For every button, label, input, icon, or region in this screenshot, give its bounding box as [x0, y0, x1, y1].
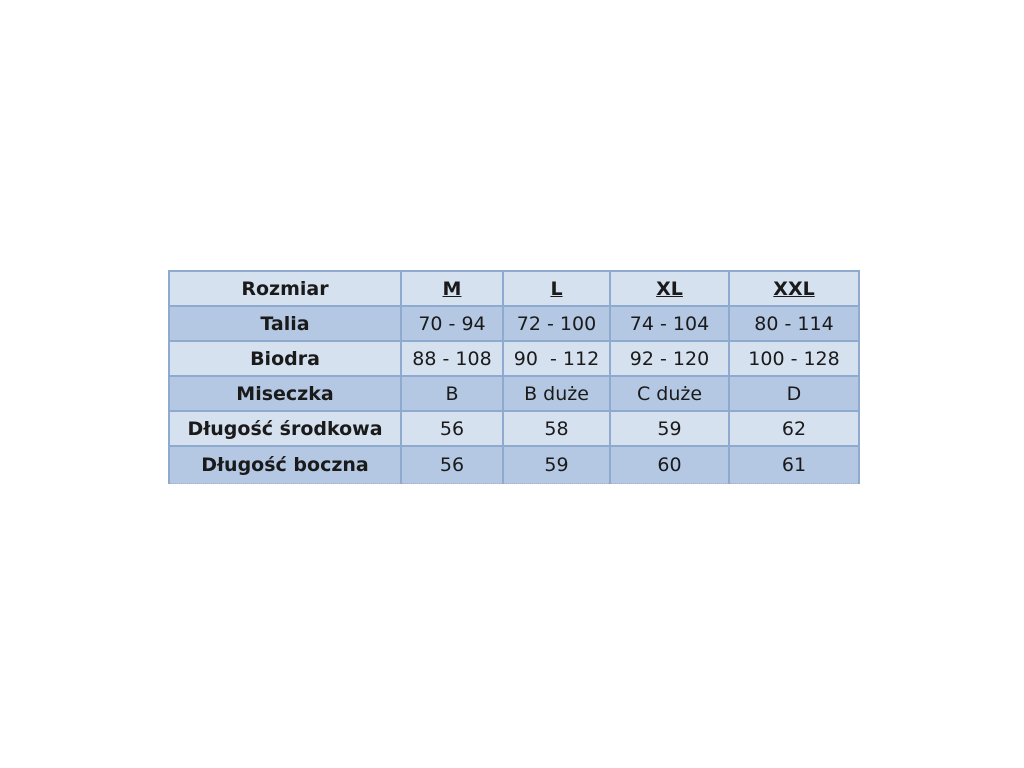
table-cell: D: [729, 376, 859, 411]
size-header-xxl: XXL: [729, 271, 859, 306]
table-cell: 70 - 94: [401, 306, 503, 341]
row-label: Miseczka: [169, 376, 401, 411]
table-cell: 61: [729, 446, 859, 484]
row-label: Biodra: [169, 341, 401, 376]
table-cell: B: [401, 376, 503, 411]
table-cell: 56: [401, 411, 503, 446]
table-cell: 80 - 114: [729, 306, 859, 341]
header-label: Rozmiar: [169, 271, 401, 306]
row-label: Długość środkowa: [169, 411, 401, 446]
table-cell: 74 - 104: [610, 306, 729, 341]
table-cell: 100 - 128: [729, 341, 859, 376]
table-cell: 72 - 100: [503, 306, 610, 341]
table-cell: 58: [503, 411, 610, 446]
table-cell: 60: [610, 446, 729, 484]
size-header-m: M: [401, 271, 503, 306]
table-cell: 92 - 120: [610, 341, 729, 376]
table-row-dlugosc-boczna: [169, 446, 859, 484]
table-cell: 88 - 108: [401, 341, 503, 376]
size-chart-table: [168, 270, 860, 484]
table-cell: C duże: [610, 376, 729, 411]
table-cell: B duże: [503, 376, 610, 411]
size-header-l: L: [503, 271, 610, 306]
size-header-xl: XL: [610, 271, 729, 306]
table-row-miseczka: [169, 376, 859, 411]
row-label: Długość boczna: [169, 446, 401, 484]
table-cell: 62: [729, 411, 859, 446]
header-row: [169, 271, 859, 306]
table-cell: 56: [401, 446, 503, 484]
table-cell: 59: [610, 411, 729, 446]
row-label: Talia: [169, 306, 401, 341]
table-cell: 90 - 112: [503, 341, 610, 376]
table-row-dlugosc-srodkowa: [169, 411, 859, 446]
table-row-talia: [169, 306, 859, 341]
table-row-biodra: [169, 341, 859, 376]
table-cell: 59: [503, 446, 610, 484]
